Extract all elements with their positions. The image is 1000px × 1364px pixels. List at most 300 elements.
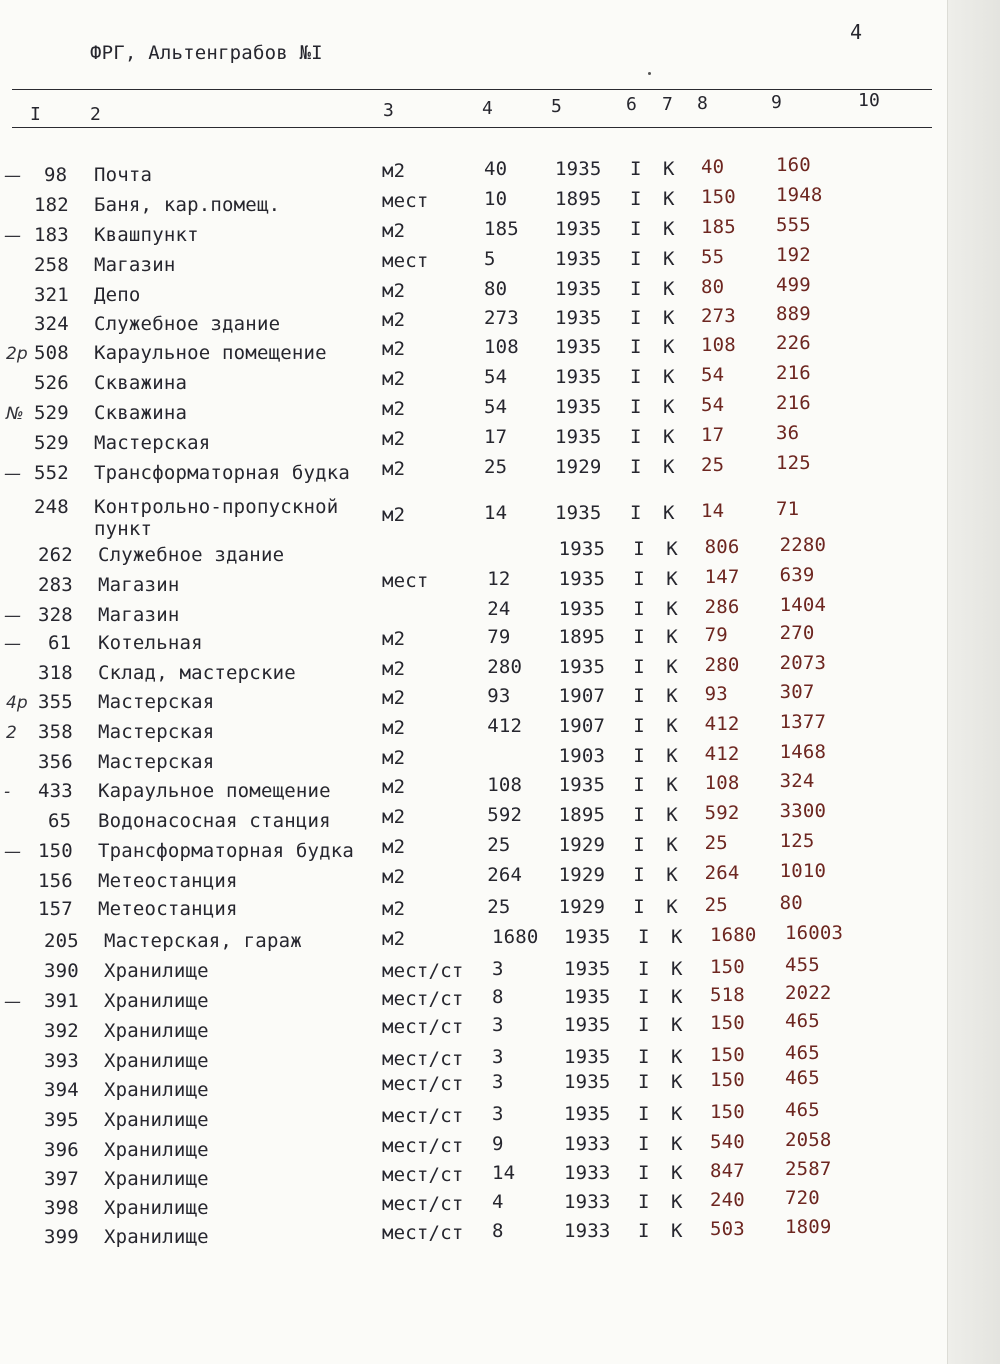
column-8-value: 1680: [710, 924, 757, 946]
column-9-value: 1948: [776, 184, 823, 206]
column-9-value: 1404: [779, 594, 827, 616]
column-6-value: I: [633, 774, 645, 796]
object-name: Хранилище: [104, 1020, 209, 1042]
column-header-7: 7: [662, 94, 674, 115]
unit: м2: [382, 898, 406, 920]
column-7-value: К: [663, 158, 675, 180]
column-8-value: 25: [704, 832, 728, 854]
row-number: 394: [44, 1079, 79, 1101]
column-6-value: I: [638, 1220, 650, 1242]
column-9-value: 455: [785, 954, 820, 976]
column-8-value: 592: [704, 802, 740, 824]
column-7-value: К: [663, 248, 675, 270]
margin-mark: 2: [6, 723, 17, 743]
unit: м2: [382, 806, 406, 828]
quantity: 93: [487, 685, 511, 707]
year-built: 1907: [558, 685, 606, 707]
column-6-value: I: [633, 804, 645, 826]
row-number: 182: [34, 194, 69, 216]
object-name: Контрольно-пропускной: [94, 496, 339, 518]
object-name: Мастерская: [94, 432, 211, 454]
column-9-value: 2073: [779, 652, 827, 674]
object-name-continued: пункт: [94, 518, 153, 540]
unit: мест/ст: [382, 1073, 464, 1095]
object-name: Водонасосная станция: [98, 810, 331, 832]
quantity: 3: [492, 1046, 504, 1068]
column-8-value: 54: [701, 394, 725, 416]
row-number: 324: [34, 313, 69, 335]
unit: м2: [382, 836, 406, 858]
row-number: 398: [44, 1197, 79, 1219]
column-9-value: 720: [785, 1187, 820, 1209]
column-8-value: 55: [701, 246, 725, 268]
unit: м2: [382, 866, 406, 888]
column-7-value: К: [666, 656, 678, 678]
column-6-value: I: [638, 1162, 650, 1184]
unit: м2: [382, 338, 406, 360]
column-6-value: I: [633, 656, 645, 678]
year-built: 1935: [564, 926, 611, 948]
year-built: 1935: [564, 1071, 611, 1093]
unit: м2: [382, 368, 406, 390]
column-6-value: I: [633, 568, 645, 590]
column-9-value: 2280: [779, 534, 827, 556]
column-header-6: 6: [626, 94, 638, 115]
column-7-value: К: [666, 598, 678, 620]
object-name: Трансформаторная будка: [98, 840, 355, 862]
unit: м2: [382, 309, 406, 331]
object-name: Служебное здание: [98, 544, 285, 566]
column-header-2: 2: [90, 104, 102, 125]
year-built: 1935: [555, 278, 602, 300]
column-7-value: К: [666, 626, 678, 648]
quantity: 264: [487, 864, 523, 886]
row-number: 157: [38, 898, 73, 920]
object-name: Хранилище: [104, 1197, 209, 1219]
column-8-value: 25: [701, 454, 725, 476]
row-number: 355: [38, 691, 73, 713]
quantity: 40: [484, 158, 508, 180]
column-9-value: 555: [776, 214, 811, 236]
margin-mark: 2р: [6, 344, 28, 364]
table-row: [0, 496, 950, 540]
row-number: 390: [44, 960, 79, 982]
quantity: 25: [484, 456, 508, 478]
object-name: Магазин: [98, 604, 180, 626]
unit: м2: [382, 747, 406, 769]
unit: м2: [382, 220, 406, 242]
column-6-value: I: [638, 1014, 650, 1036]
margin-mark: 4р: [6, 693, 28, 713]
column-6-value: I: [630, 336, 642, 358]
year-built: 1935: [555, 366, 602, 388]
year-built: 1935: [564, 1046, 611, 1068]
column-7-value: К: [671, 926, 683, 948]
object-name: Караульное помещение: [98, 780, 331, 802]
quantity: 54: [484, 396, 508, 418]
year-built: 1935: [564, 1014, 611, 1036]
column-6-value: I: [638, 926, 650, 948]
column-7-value: К: [671, 1071, 683, 1093]
object-name: Баня, кар.помещ.: [94, 194, 281, 216]
quantity: 25: [487, 896, 511, 918]
quantity: 5: [484, 248, 496, 270]
column-7-value: К: [663, 396, 675, 418]
document-title: ФРГ, Альтенграбов №I: [90, 42, 323, 64]
row-number: 318: [38, 662, 73, 684]
year-built: 1903: [558, 745, 606, 767]
table-row: [0, 1216, 950, 1252]
column-8-value: 150: [710, 1101, 745, 1123]
unit: м2: [382, 658, 406, 680]
column-7-value: К: [671, 1220, 683, 1242]
object-name: Магазин: [94, 254, 176, 276]
year-built: 1933: [564, 1191, 611, 1213]
column-7-value: К: [671, 1103, 683, 1125]
column-7-value: К: [666, 568, 678, 590]
column-8-value: 147: [704, 566, 740, 588]
quantity: 1680: [492, 926, 539, 948]
row-number: 65: [48, 810, 72, 832]
year-built: 1935: [558, 656, 606, 678]
unit: мест/ст: [382, 1105, 464, 1127]
table-row: [0, 922, 950, 956]
object-name: Магазин: [98, 574, 180, 596]
unit: мест: [382, 190, 429, 212]
unit: мест: [382, 250, 429, 272]
unit: м2: [382, 717, 406, 739]
margin-mark: —: [4, 634, 21, 654]
row-number: 392: [44, 1020, 79, 1042]
year-built: 1935: [564, 1103, 611, 1125]
row-number: 183: [34, 224, 69, 246]
column-9-value: 192: [776, 244, 811, 266]
column-7-value: К: [671, 958, 683, 980]
column-7-value: К: [666, 715, 678, 737]
quantity: 108: [484, 336, 519, 358]
column-7-value: К: [666, 745, 678, 767]
year-built: 1895: [558, 804, 606, 826]
object-name: Депо: [94, 284, 141, 306]
year-built: 1935: [558, 774, 606, 796]
year-built: 1929: [558, 896, 606, 918]
unit: м2: [382, 628, 406, 650]
column-6-value: I: [630, 188, 642, 210]
column-7-value: К: [671, 1191, 683, 1213]
table-row: [0, 452, 950, 488]
column-7-value: К: [663, 366, 675, 388]
object-name: Хранилище: [104, 990, 209, 1012]
object-name: Трансформаторная будка: [94, 462, 351, 484]
margin-mark: —: [4, 606, 21, 626]
row-number: 433: [38, 780, 73, 802]
unit: м2: [382, 398, 406, 420]
column-9-value: 1468: [779, 741, 827, 763]
column-8-value: 93: [704, 683, 728, 705]
quantity: 9: [492, 1133, 504, 1155]
year-built: 1935: [564, 986, 611, 1008]
unit: м2: [382, 428, 406, 450]
column-8-value: 412: [704, 743, 740, 765]
table-row: [0, 860, 950, 896]
table-row: [0, 392, 950, 428]
column-8-value: 150: [701, 186, 736, 208]
row-number: 396: [44, 1139, 79, 1161]
quantity: 8: [492, 1220, 504, 1242]
column-9-value: 3300: [779, 800, 827, 822]
column-6-value: I: [638, 1046, 650, 1068]
column-9-value: 216: [776, 362, 811, 384]
margin-mark: —: [4, 226, 21, 246]
header-rule-bottom: [12, 127, 932, 128]
row-number: 508: [34, 342, 69, 364]
unit: мест/ст: [382, 1135, 464, 1157]
row-number: 552: [34, 462, 69, 484]
column-8-value: 286: [704, 596, 740, 618]
quantity: 3: [492, 1014, 504, 1036]
column-6-value: I: [630, 307, 642, 329]
year-built: 1907: [558, 715, 606, 737]
quantity: 3: [492, 1071, 504, 1093]
row-number: 358: [38, 721, 73, 743]
column-7-value: К: [663, 336, 675, 358]
column-8-value: 150: [710, 1044, 745, 1066]
column-8-value: 806: [704, 536, 740, 558]
column-7-value: К: [671, 986, 683, 1008]
column-9-value: 465: [785, 1099, 820, 1121]
column-7-value: К: [671, 1046, 683, 1068]
page-edge-strip: [947, 0, 1000, 1364]
year-built: 1935: [555, 158, 602, 180]
column-7-value: К: [666, 685, 678, 707]
column-7-value: К: [663, 307, 675, 329]
year-built: 1935: [555, 336, 602, 358]
unit: мест: [382, 570, 429, 592]
quantity: 412: [487, 715, 523, 737]
column-6-value: I: [638, 1103, 650, 1125]
column-9-value: 1377: [779, 711, 827, 733]
year-built: 1935: [555, 307, 602, 329]
column-6-value: I: [633, 685, 645, 707]
row-number: 248: [34, 496, 69, 518]
column-9-value: 226: [776, 332, 811, 354]
column-6-value: I: [630, 426, 642, 448]
column-6-value: I: [633, 896, 645, 918]
unit: м2: [382, 280, 406, 302]
row-number: 205: [44, 930, 79, 952]
object-name: Служебное здание: [94, 313, 281, 335]
row-number: 393: [44, 1050, 79, 1072]
row-number: 529: [34, 402, 69, 424]
object-name: Почта: [94, 164, 153, 186]
year-built: 1935: [555, 502, 602, 524]
object-name: Хранилище: [104, 1050, 209, 1072]
column-header-8: 8: [697, 93, 709, 114]
unit: м2: [382, 928, 406, 950]
column-6-value: I: [630, 248, 642, 270]
column-8-value: 108: [704, 772, 740, 794]
column-8-value: 518: [710, 984, 745, 1006]
object-name: Склад, мастерские: [98, 662, 296, 684]
column-7-value: К: [663, 188, 675, 210]
quantity: 273: [484, 307, 519, 329]
column-9-value: 125: [779, 830, 815, 852]
unit: м2: [382, 504, 406, 526]
quantity: 12: [487, 568, 511, 590]
column-8-value: 847: [710, 1160, 745, 1182]
year-built: 1895: [558, 626, 606, 648]
quantity: 4: [492, 1191, 504, 1213]
column-6-value: I: [638, 1071, 650, 1093]
header-rule-top: [12, 89, 932, 90]
row-number: 283: [38, 574, 73, 596]
quantity: 280: [487, 656, 523, 678]
margin-mark: №: [6, 404, 24, 424]
margin-mark: —: [4, 992, 21, 1012]
page-number: 4: [850, 20, 863, 44]
year-built: 1935: [558, 568, 606, 590]
year-built: 1929: [558, 864, 606, 886]
row-number: 399: [44, 1226, 79, 1248]
column-8-value: 79: [704, 624, 728, 646]
column-9-value: 2058: [785, 1129, 832, 1151]
object-name: Караульное помещение: [94, 342, 327, 364]
unit: мест/ст: [382, 1164, 464, 1186]
column-6-value: I: [633, 715, 645, 737]
column-8-value: 503: [710, 1218, 745, 1240]
column-6-value: I: [633, 626, 645, 648]
column-8-value: 17: [701, 424, 725, 446]
column-9-value: 270: [779, 622, 815, 644]
column-8-value: 54: [701, 364, 725, 386]
column-8-value: 412: [704, 713, 740, 735]
column-7-value: К: [671, 1133, 683, 1155]
row-number: 262: [38, 544, 73, 566]
object-name: Хранилище: [104, 1168, 209, 1190]
column-9-value: 307: [779, 681, 815, 703]
row-number: 391: [44, 990, 79, 1012]
column-6-value: I: [638, 958, 650, 980]
column-9-value: 2587: [785, 1158, 832, 1180]
column-header-4: 4: [482, 98, 494, 119]
column-8-value: 150: [710, 956, 745, 978]
column-6-value: I: [630, 218, 642, 240]
column-header-10: 10: [858, 90, 881, 111]
row-number: 328: [38, 604, 73, 626]
column-8-value: 40: [701, 156, 725, 178]
year-built: 1929: [555, 456, 602, 478]
column-6-value: I: [638, 986, 650, 1008]
year-built: 1929: [558, 834, 606, 856]
column-8-value: 150: [710, 1012, 745, 1034]
column-9-value: 465: [785, 1010, 820, 1032]
quantity: 14: [484, 502, 508, 524]
year-built: 1933: [564, 1220, 611, 1242]
column-6-value: I: [633, 745, 645, 767]
row-number: 397: [44, 1168, 79, 1190]
column-8-value: 150: [710, 1069, 745, 1091]
column-9-value: 216: [776, 392, 811, 414]
paper-speck: [648, 72, 651, 75]
row-number: 258: [34, 254, 69, 276]
unit: мест/ст: [382, 1222, 464, 1244]
column-9-value: 465: [785, 1042, 820, 1064]
column-9-value: 1010: [779, 860, 827, 882]
quantity: 80: [484, 278, 508, 300]
object-name: Хранилище: [104, 960, 209, 982]
row-number: 156: [38, 870, 73, 892]
object-name: Скважина: [94, 372, 188, 394]
column-8-value: 185: [701, 216, 736, 238]
year-built: 1935: [555, 248, 602, 270]
column-9-value: 16003: [785, 922, 844, 944]
year-built: 1935: [555, 396, 602, 418]
column-6-value: I: [633, 538, 645, 560]
column-8-value: 25: [704, 894, 728, 916]
year-built: 1935: [555, 426, 602, 448]
year-built: 1935: [558, 598, 606, 620]
column-9-value: 125: [776, 452, 811, 474]
year-built: 1895: [555, 188, 602, 210]
column-8-value: 264: [704, 862, 740, 884]
quantity: 25: [487, 834, 511, 856]
object-name: Метеостанция: [98, 870, 238, 892]
year-built: 1935: [558, 538, 606, 560]
object-name: Метеостанция: [98, 898, 238, 920]
column-7-value: К: [663, 502, 675, 524]
unit: мест/ст: [382, 988, 464, 1010]
object-name: Хранилище: [104, 1079, 209, 1101]
column-6-value: I: [638, 1133, 650, 1155]
margin-mark: -: [4, 782, 11, 802]
margin-mark: —: [4, 842, 21, 862]
year-built: 1933: [564, 1133, 611, 1155]
column-6-value: I: [630, 278, 642, 300]
column-7-value: К: [666, 538, 678, 560]
margin-mark: —: [4, 464, 21, 484]
unit: м2: [382, 687, 406, 709]
row-number: 321: [34, 284, 69, 306]
column-6-value: I: [630, 366, 642, 388]
column-9-value: 465: [785, 1067, 820, 1089]
column-header-9: 9: [771, 92, 783, 113]
unit: мест/ст: [382, 960, 464, 982]
quantity: 54: [484, 366, 508, 388]
object-name: Квашпункт: [94, 224, 199, 246]
year-built: 1935: [555, 218, 602, 240]
object-name: Мастерская: [98, 751, 215, 773]
row-number: 395: [44, 1109, 79, 1131]
column-header-3: 3: [383, 100, 395, 121]
unit: мест/ст: [382, 1048, 464, 1070]
column-9-value: 499: [776, 274, 811, 296]
row-number: 529: [34, 432, 69, 454]
object-name: Хранилище: [104, 1139, 209, 1161]
row-number: 98: [44, 164, 68, 186]
object-name: Мастерская: [98, 691, 215, 713]
row-number: 356: [38, 751, 73, 773]
column-7-value: К: [663, 456, 675, 478]
quantity: 108: [487, 774, 523, 796]
year-built: 1933: [564, 1162, 611, 1184]
column-9-value: 2022: [785, 982, 832, 1004]
row-number: 526: [34, 372, 69, 394]
column-7-value: К: [666, 774, 678, 796]
column-9-value: 71: [776, 498, 800, 520]
column-8-value: 273: [701, 305, 736, 327]
column-8-value: 540: [710, 1131, 745, 1153]
column-8-value: 280: [704, 654, 740, 676]
